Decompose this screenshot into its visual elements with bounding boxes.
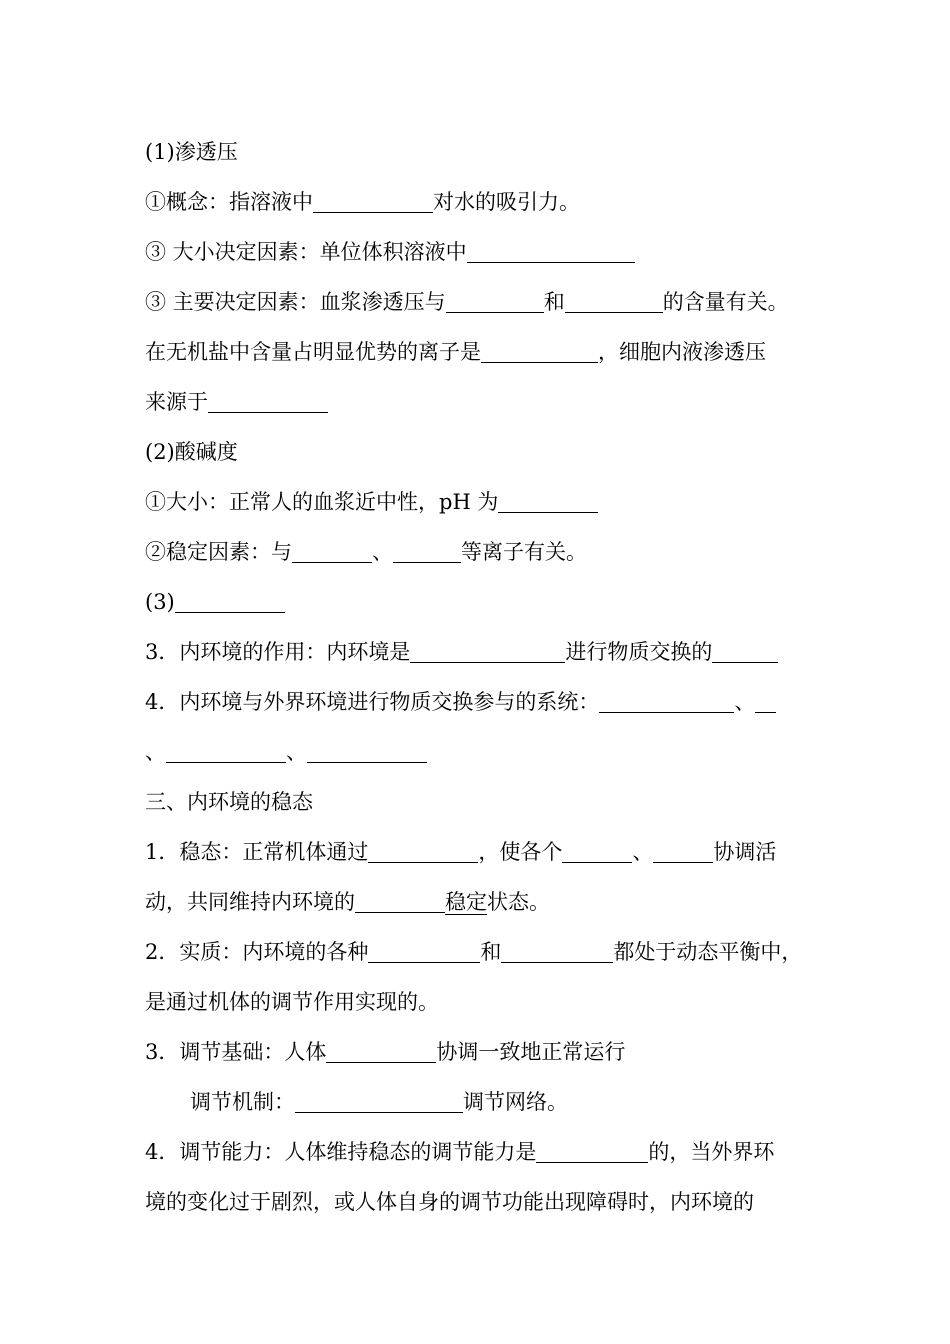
line-role: 3．内环境的作用：内环境是 进行物质交换的 xyxy=(145,635,778,669)
line-basis: 3．调节基础：人体 协调一致地正常运行 xyxy=(145,1040,626,1064)
fill-blank[interactable] xyxy=(565,290,663,313)
fill-blank[interactable] xyxy=(393,540,461,563)
fill-blank[interactable] xyxy=(313,190,433,213)
fill-blank[interactable] xyxy=(368,940,480,963)
fill-blank[interactable] xyxy=(292,540,372,563)
fill-blank[interactable] xyxy=(536,1140,648,1163)
fill-blank[interactable] xyxy=(175,590,285,613)
line-essence: 2．实质：内环境的各种 和 都处于动态平衡中， xyxy=(145,940,803,964)
fill-blank[interactable] xyxy=(755,690,776,713)
heading-ph: (2)酸碱度 xyxy=(145,440,238,464)
line-mechanism: 调节机制： 调节网络。 xyxy=(190,1090,568,1114)
fill-blank[interactable] xyxy=(599,690,734,713)
fill-blank[interactable] xyxy=(498,490,598,513)
line-essence-cont: 是通过机体的调节作用实现的。 xyxy=(145,990,439,1014)
line-capacity-cont: 境的变化过于剧烈，或人体自身的调节功能出现障碍时，内环境的 xyxy=(145,1190,754,1214)
line-ph-size: ①大小：正常人的血浆近中性，pH 为 xyxy=(145,485,598,519)
line-dominant-ions: 在无机盐中含量占明显优势的离子是 ，细胞内液渗透压 xyxy=(145,340,766,364)
heading-homeostasis: 三、内环境的稳态 xyxy=(145,790,313,814)
fill-blank[interactable] xyxy=(653,840,713,863)
fill-blank[interactable] xyxy=(307,740,427,763)
fill-blank[interactable] xyxy=(208,390,328,413)
line-size-factor: ③ 大小决定因素：单位体积溶液中 xyxy=(145,235,635,269)
line-item-3: (3) xyxy=(145,585,285,619)
fill-blank[interactable] xyxy=(368,840,478,863)
line-main-factor: ③ 主要决定因素：血浆渗透压与 和 的含量有关。 xyxy=(145,290,789,314)
fill-blank[interactable] xyxy=(326,1040,436,1063)
line-source: 来源于 xyxy=(145,385,328,419)
line-capacity: 4．调节能力：人体维持稳态的调节能力是 的，当外界环 xyxy=(145,1140,775,1164)
line-homeostasis-def-cont: 动，共同维持内环境的 稳定状态。 xyxy=(145,890,550,914)
line-systems: 4．内环境与外界环境进行物质交换参与的系统： 、 xyxy=(145,685,776,719)
fill-blank[interactable] xyxy=(467,240,635,263)
line-ph-stability: ②稳定因素：与 、 等离子有关。 xyxy=(145,540,587,564)
line-concept: ①概念：指溶液中 对水的吸引力。 xyxy=(145,190,580,214)
line-systems-cont: 、 、 xyxy=(145,735,427,769)
fill-blank[interactable] xyxy=(712,640,778,663)
fill-blank[interactable] xyxy=(446,290,544,313)
fill-blank[interactable] xyxy=(355,890,445,913)
fill-blank[interactable] xyxy=(166,740,286,763)
fill-blank[interactable] xyxy=(410,640,565,663)
fill-blank[interactable] xyxy=(295,1090,463,1113)
fill-blank[interactable] xyxy=(481,340,598,363)
fill-blank[interactable] xyxy=(501,940,613,963)
fill-blank[interactable] xyxy=(562,840,632,863)
heading-osmotic-pressure: (1)渗透压 xyxy=(145,140,238,164)
line-homeostasis-def: 1．稳态：正常机体通过 ，使各个 、 协调活 xyxy=(145,840,777,864)
